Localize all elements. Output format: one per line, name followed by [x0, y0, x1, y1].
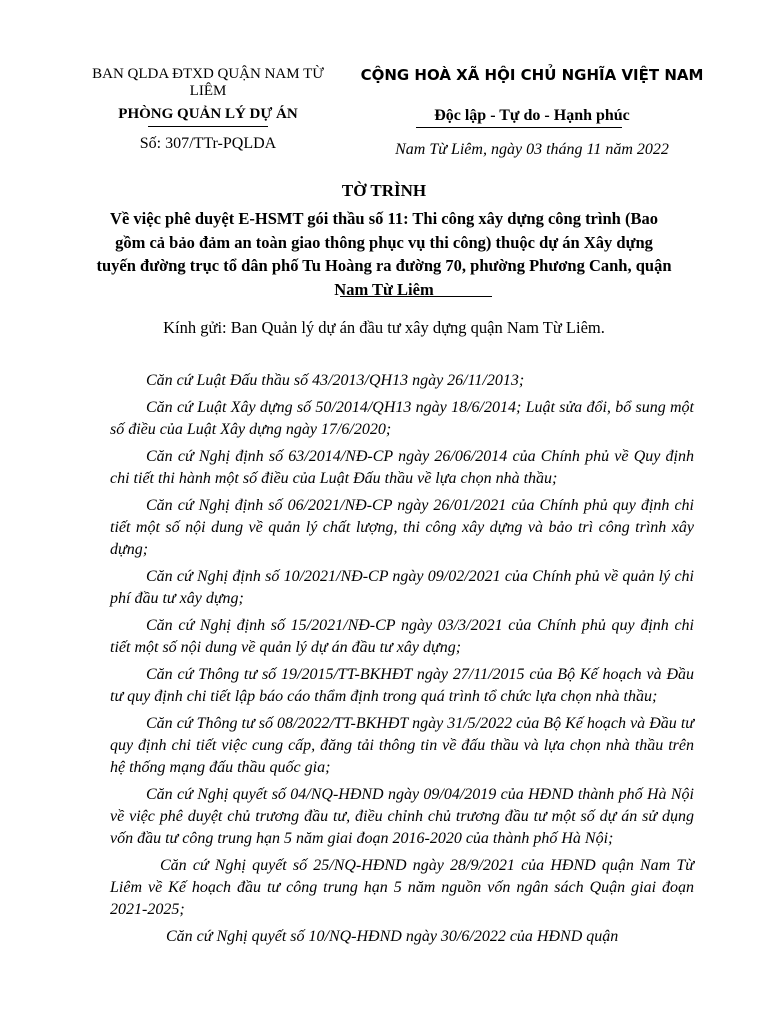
legal-basis-paragraph: Căn cứ Nghị định số 06/2021/NĐ-CP ngày 26/01/2021 của Chính phủ quy định chi tiết một số nội dung về quản lý chất lượng, thi công xây dựng và bảo trì công trình xây dựng;: [110, 497, 694, 558]
place-date-line: Nam Từ Liêm, ngày 03 tháng 11 năm 2022: [395, 141, 669, 158]
legal-basis-paragraph: Căn cứ Nghị định số 15/2021/NĐ-CP ngày 03/3/2021 của Chính phủ quy định chi tiết một số nội dung về quản lý dự án đầu tư xây dựng;: [110, 617, 694, 656]
legal-basis-paragraph: Căn cứ Nghị định số 10/2021/NĐ-CP ngày 09/02/2021 của Chính phủ về quản lý chi phí đầu tư xây dựng;: [110, 568, 694, 607]
document-subject: Về việc phê duyệt E-HSMT gói thầu số 11: Thi công xây dựng công trình (Bao gồm cả bảo đảm an toàn giao thông phục vụ thi công) thuộc dự án Xây dựng tuyến đường trục tổ dân phố Tu Hoàng ra đường 70, phường Phương Canh, quận Nam Từ Liêm: [96, 209, 672, 299]
department-underline: [148, 126, 268, 127]
recipient-line: Kính gửi: Ban Quản lý dự án đầu tư xây dựng quận Nam Từ Liêm.: [163, 318, 605, 337]
document-type-heading: TỜ TRÌNH: [341, 181, 427, 200]
legal-basis-paragraph: Căn cứ Luật Đấu thầu số 43/2013/QH13 ngày 26/11/2013;: [146, 372, 525, 389]
issuing-department: PHÒNG QUẢN LÝ DỰ ÁN: [118, 106, 298, 122]
document-number: Số: 307/TTr-PQLDA: [139, 135, 277, 152]
legal-basis-paragraph: Căn cứ Thông tư số 19/2015/TT-BKHĐT ngày 27/11/2015 của Bộ Kế hoạch và Đầu tư quy định chi tiết lập báo cáo thẩm định trong quá trình tổ chức lựa chọn nhà thầu;: [110, 666, 694, 705]
legal-basis-paragraph: Căn cứ Nghị quyết số 25/NQ-HĐND ngày 28/9/2021 của HĐND quận Nam Từ Liêm về Kế hoạch đầu tư công trung hạn 5 năm nguồn vốn ngân sách Quận giai đoạn 2021-2025;: [110, 857, 694, 918]
motto-underline: [416, 127, 622, 128]
issuing-organization: BAN QLDA ĐTXD QUẬN NAM TỪ LIÊM: [92, 66, 324, 99]
legal-basis-paragraph: Căn cứ Luật Xây dựng số 50/2014/QH13 ngày 18/6/2014; Luật sửa đổi, bổ sung một số điều của Luật Xây dựng ngày 17/6/2020;: [110, 399, 694, 438]
legal-basis-paragraph: Căn cứ Nghị quyết số 04/NQ-HĐND ngày 09/04/2019 của HĐND thành phố Hà Nội về việc phê duyệt chủ trương đầu tư, điều chỉnh chủ trương đầu tư một số dự án sử dụng vốn đầu tư công trung hạn 5 năm giai đoạn 2016-2020 của thành phố Hà Nội;: [110, 786, 694, 847]
legal-basis-paragraph: Căn cứ Nghị quyết số 10/NQ-HĐND ngày 30/6/2022 của HĐND quận: [166, 928, 619, 945]
subject-underline: [340, 296, 492, 297]
legal-basis-paragraph: Căn cứ Thông tư số 08/2022/TT-BKHĐT ngày 31/5/2022 của Bộ Kế hoạch và Đầu tư quy định chi tiết việc cung cấp, đăng tải thông tin về đấu thầu và lựa chọn nhà thầu trên hệ thống mạng đấu thầu quốc gia;: [110, 715, 694, 776]
national-title: CỘNG HOÀ XÃ HỘI CHỦ NGHĨA VIỆT NAM: [360, 66, 704, 84]
national-motto: Độc lập - Tự do - Hạnh phúc: [434, 107, 630, 124]
document-body: [110, 370, 694, 953]
legal-basis-paragraph: Căn cứ Nghị định số 63/2014/NĐ-CP ngày 26/06/2014 của Chính phủ về Quy định chi tiết thi hành một số điều của Luật Đấu thầu về lựa chọn nhà thầu;: [110, 448, 694, 487]
